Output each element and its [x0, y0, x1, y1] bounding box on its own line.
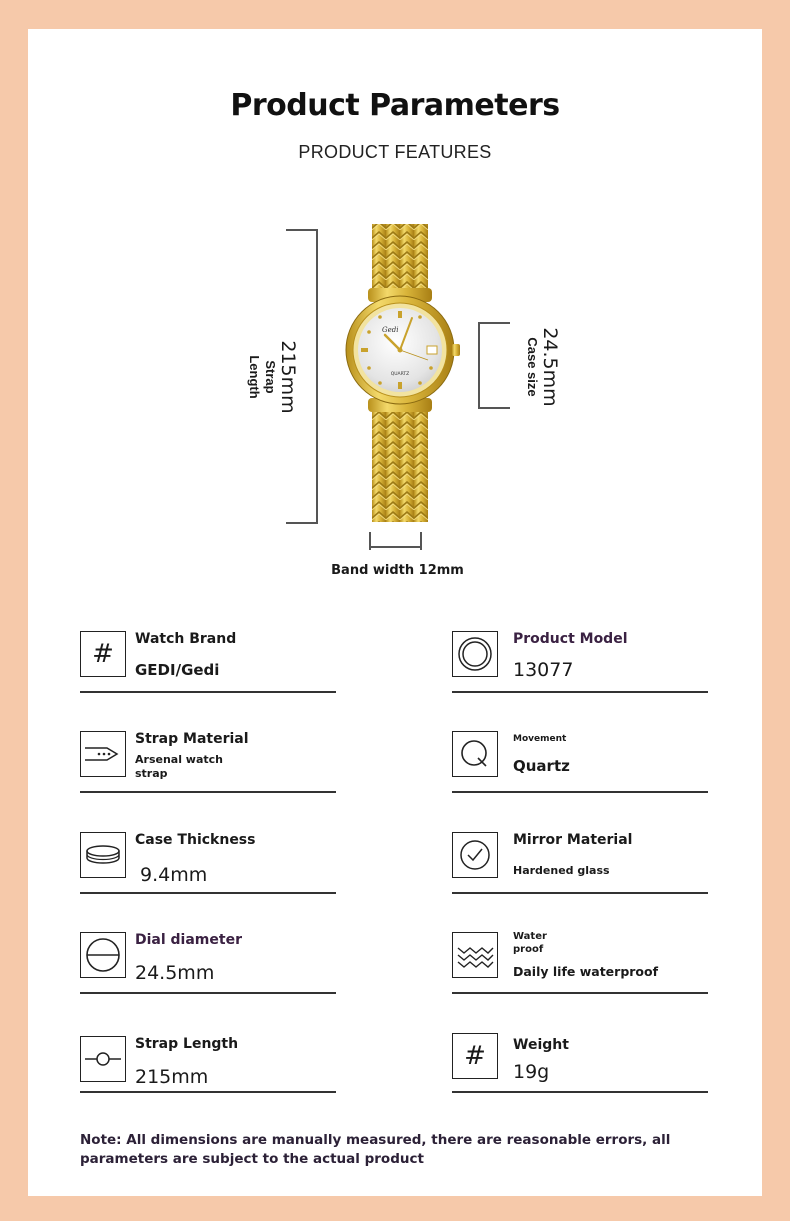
- param-label: Dial diameter: [135, 932, 242, 948]
- param-label: Mirror Material: [513, 832, 633, 848]
- check-circle-icon: [452, 832, 498, 878]
- param-weight: [452, 1033, 712, 1103]
- divider: [80, 1091, 336, 1093]
- param-value: Daily life waterproof: [513, 964, 659, 979]
- band-width-dim-cap-left: [369, 532, 371, 550]
- divider: [452, 892, 708, 894]
- divider: [80, 691, 336, 693]
- param-value: 19g: [513, 1061, 550, 1083]
- param-value: Hardened glass: [513, 864, 610, 877]
- dial-icon: [80, 932, 126, 978]
- divider: [452, 691, 708, 693]
- page-title: Product Parameters: [230, 88, 560, 123]
- strap-length-dim-cap-top: [286, 229, 318, 231]
- param-value: GEDI/Gedi: [135, 661, 220, 679]
- strap-icon: [80, 731, 126, 777]
- param-watch-brand: [80, 631, 340, 701]
- divider: [452, 992, 708, 994]
- watch-brand-mark: Gedi: [382, 326, 399, 334]
- case-size-dim-cap-top: [478, 322, 510, 324]
- band-width-label: Band width 12mm: [331, 563, 464, 578]
- param-label: Strap Length: [135, 1036, 239, 1052]
- param-value: Arsenal watch strap: [135, 753, 223, 780]
- param-value: 13077: [513, 659, 574, 681]
- double-circle-icon: [452, 631, 498, 677]
- param-value: 215mm: [135, 1066, 209, 1088]
- param-movement: [452, 731, 712, 801]
- content-card: [28, 29, 762, 1196]
- hash-icon: #: [80, 631, 126, 677]
- param-label: Strap Material: [135, 731, 249, 747]
- case-size-dim-label: 24.5mm Case size: [525, 327, 561, 407]
- strap-length-icon: [80, 1036, 126, 1082]
- param-product-model: [452, 631, 712, 701]
- divider: [80, 892, 336, 894]
- strap-length-dim-line: [316, 230, 318, 523]
- band-width-dim-line: [369, 546, 421, 548]
- case-size-dim-line: [478, 323, 480, 408]
- param-strap-length: [80, 1036, 340, 1106]
- divider: [452, 791, 708, 793]
- case-icon: [80, 832, 126, 878]
- param-value: Quartz: [513, 757, 570, 775]
- param-water-proof: [452, 932, 712, 1002]
- param-label: Movement: [513, 734, 567, 744]
- param-label: Weight: [513, 1037, 569, 1053]
- divider: [452, 1091, 708, 1093]
- band-width-dim-cap-right: [420, 532, 422, 550]
- param-value: 9.4mm: [140, 864, 208, 886]
- watch-image: [330, 220, 470, 530]
- strap-length-dim-cap-bottom: [286, 522, 318, 524]
- param-label: Product Model: [513, 631, 628, 647]
- param-label: Case Thickness: [135, 832, 256, 848]
- case-size-dim-cap-bottom: [478, 407, 510, 409]
- hash-icon: #: [452, 1033, 498, 1079]
- divider: [80, 791, 336, 793]
- param-label: Water proof: [513, 931, 547, 955]
- param-mirror-material: [452, 832, 712, 902]
- param-case-thickness: [80, 832, 340, 902]
- param-label: Watch Brand: [135, 631, 237, 647]
- wave-icon: [452, 932, 498, 978]
- param-dial-diameter: [80, 932, 340, 1002]
- q-icon: [452, 731, 498, 777]
- watch-dial-text: QUARTZ: [390, 372, 410, 377]
- disclaimer-note: Note: All dimensions are manually measured, there are reasonable errors, all parameters are subject to the actual product: [80, 1132, 671, 1167]
- param-value: 24.5mm: [135, 962, 215, 984]
- page-subtitle: PRODUCT FEATURES: [298, 142, 492, 162]
- param-strap-material: [80, 731, 340, 801]
- strap-length-dim-label: 215mm Strap Length: [247, 340, 299, 414]
- divider: [80, 992, 336, 994]
